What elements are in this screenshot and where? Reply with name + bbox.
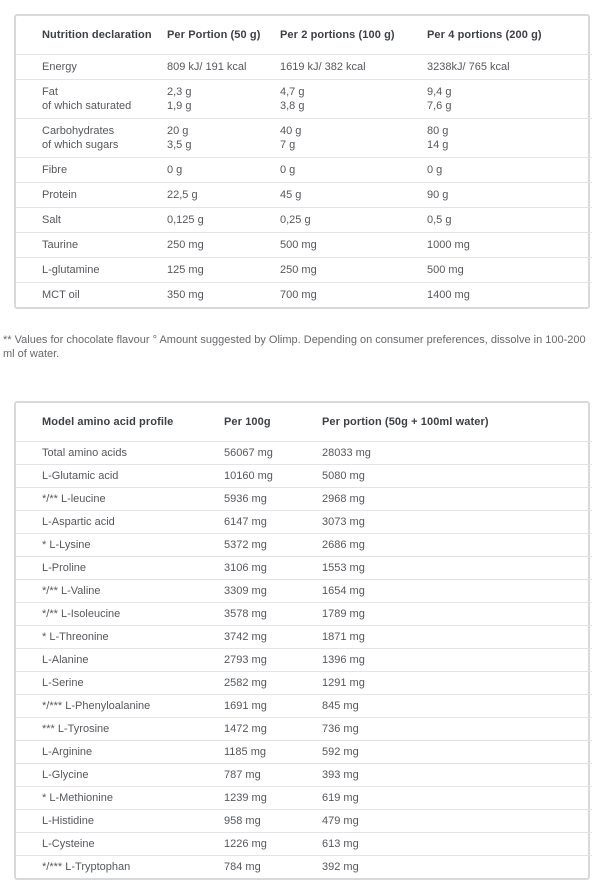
column-header-per-portion-water: Per portion (50g + 100ml water) — [322, 416, 489, 428]
row-value: 5936 mg — [224, 488, 322, 511]
row-value: 3073 mg — [322, 511, 592, 534]
row-label: Salt — [16, 208, 167, 233]
row-value: 2793 mg — [224, 649, 322, 672]
row-label: *** L-Tyrosine — [16, 718, 224, 741]
row-label: * L-Methionine — [16, 787, 224, 810]
row-value: 0,25 g — [280, 208, 427, 233]
row-label: */** L-leucine — [16, 488, 224, 511]
nutrition-header-row — [16, 16, 592, 55]
row-value: 787 mg — [224, 764, 322, 787]
table-row — [16, 649, 592, 672]
amino-acid-profile-table — [16, 403, 592, 878]
row-value: 2686 mg — [322, 534, 592, 557]
row-value: 20 g 3,5 g — [167, 119, 280, 158]
row-label: */** L-Isoleucine — [16, 603, 224, 626]
table-row — [16, 80, 592, 119]
row-label: L-Cysteine — [16, 833, 224, 856]
row-label: L-Histidine — [16, 810, 224, 833]
row-value: 4,7 g 3,8 g — [280, 80, 427, 119]
table-row — [16, 603, 592, 626]
table-row — [16, 810, 592, 833]
table-row — [16, 442, 592, 465]
row-value: 1185 mg — [224, 741, 322, 764]
row-value: 500 mg — [427, 258, 592, 283]
nutrition-declaration-table — [16, 16, 592, 307]
column-header-per-2-portions: Per 2 portions (100 g) — [280, 29, 395, 41]
row-value: 6147 mg — [224, 511, 322, 534]
row-value: 5080 mg — [322, 465, 592, 488]
row-value: 393 mg — [322, 764, 592, 787]
row-value: 3742 mg — [224, 626, 322, 649]
row-value: 3578 mg — [224, 603, 322, 626]
row-value: 1789 mg — [322, 603, 592, 626]
row-label: Fibre — [16, 158, 167, 183]
column-header-per-4-portions: Per 4 portions (200 g) — [427, 29, 542, 41]
row-value: 2968 mg — [322, 488, 592, 511]
row-label: L-Glutamic acid — [16, 465, 224, 488]
row-value: 1472 mg — [224, 718, 322, 741]
row-value: 0,125 g — [167, 208, 280, 233]
row-value: 250 mg — [280, 258, 427, 283]
row-value: 1654 mg — [322, 580, 592, 603]
row-label: Protein — [16, 183, 167, 208]
table-row — [16, 557, 592, 580]
row-value: 10160 mg — [224, 465, 322, 488]
table-row — [16, 741, 592, 764]
row-value: 1000 mg — [427, 233, 592, 258]
row-value: 1291 mg — [322, 672, 592, 695]
column-header-amino-profile: Model amino acid profile — [42, 416, 174, 428]
row-value: 1619 kJ/ 382 kcal — [280, 55, 427, 80]
row-value: 592 mg — [322, 741, 592, 764]
row-value: 350 mg — [167, 283, 280, 308]
table-row — [16, 856, 592, 879]
row-label: */** L-Valine — [16, 580, 224, 603]
row-value: 613 mg — [322, 833, 592, 856]
row-label: * L-Threonine — [16, 626, 224, 649]
row-value: 0 g — [280, 158, 427, 183]
table-row — [16, 672, 592, 695]
table-row — [16, 183, 592, 208]
row-value: 619 mg — [322, 787, 592, 810]
column-header-nutrition-declaration: Nutrition declaration — [42, 29, 152, 41]
row-value: 90 g — [427, 183, 592, 208]
row-label: L-glutamine — [16, 258, 167, 283]
table-row — [16, 119, 592, 158]
row-label: * L-Lysine — [16, 534, 224, 557]
row-label: L-Serine — [16, 672, 224, 695]
row-value: 479 mg — [322, 810, 592, 833]
row-label: Total amino acids — [16, 442, 224, 465]
table-row — [16, 283, 592, 308]
row-value: 1239 mg — [224, 787, 322, 810]
table-row — [16, 465, 592, 488]
row-label: Carbohydrates of which sugars — [16, 119, 167, 158]
row-value: 958 mg — [224, 810, 322, 833]
row-value: 736 mg — [322, 718, 592, 741]
row-value: 0 g — [427, 158, 592, 183]
row-value: 22,5 g — [167, 183, 280, 208]
row-value: 250 mg — [167, 233, 280, 258]
footnote: ** Values for chocolate flavour ° Amount suggested by Olimp. Depending on consumer preferences, dissolve in 100-200 ml of water. — [3, 334, 586, 360]
row-value: 700 mg — [280, 283, 427, 308]
row-value: 1553 mg — [322, 557, 592, 580]
row-label: L-Proline — [16, 557, 224, 580]
table-row — [16, 833, 592, 856]
table-row — [16, 511, 592, 534]
row-value: 809 kJ/ 191 kcal — [167, 55, 280, 80]
row-value: 2,3 g 1,9 g — [167, 80, 280, 119]
row-label: Fat of which saturated — [16, 80, 167, 119]
table-row — [16, 208, 592, 233]
row-value: 0,5 g — [427, 208, 592, 233]
column-header-per-portion: Per Portion (50 g) — [167, 29, 261, 41]
row-value: 784 mg — [224, 856, 322, 879]
row-value: 0 g — [167, 158, 280, 183]
row-value: 56067 mg — [224, 442, 322, 465]
amino-acid-profile-card — [14, 401, 590, 880]
row-value: 2582 mg — [224, 672, 322, 695]
row-value: 125 mg — [167, 258, 280, 283]
row-value: 1691 mg — [224, 695, 322, 718]
row-value: 1871 mg — [322, 626, 592, 649]
row-value: 80 g 14 g — [427, 119, 592, 158]
row-label: */*** L-Tryptophan — [16, 856, 224, 879]
nutrition-declaration-card — [14, 14, 590, 309]
row-label: MCT oil — [16, 283, 167, 308]
row-label: L-Aspartic acid — [16, 511, 224, 534]
row-value: 9,4 g 7,6 g — [427, 80, 592, 119]
row-value: 3106 mg — [224, 557, 322, 580]
row-value: 40 g 7 g — [280, 119, 427, 158]
row-value: 1226 mg — [224, 833, 322, 856]
row-value: 3309 mg — [224, 580, 322, 603]
table-row — [16, 787, 592, 810]
row-value: 3238kJ/ 765 kcal — [427, 55, 592, 80]
row-label: Energy — [16, 55, 167, 80]
row-label: */*** L-Phenyloalanine — [16, 695, 224, 718]
table-row — [16, 488, 592, 511]
row-value: 45 g — [280, 183, 427, 208]
row-label: L-Glycine — [16, 764, 224, 787]
table-row — [16, 534, 592, 557]
row-value: 1396 mg — [322, 649, 592, 672]
table-row — [16, 55, 592, 80]
row-value: 500 mg — [280, 233, 427, 258]
row-value: 392 mg — [322, 856, 592, 879]
table-row — [16, 718, 592, 741]
table-row — [16, 626, 592, 649]
row-label: Taurine — [16, 233, 167, 258]
table-row — [16, 580, 592, 603]
table-row — [16, 258, 592, 283]
table-row — [16, 695, 592, 718]
table-row — [16, 158, 592, 183]
row-label: L-Arginine — [16, 741, 224, 764]
row-value: 1400 mg — [427, 283, 592, 308]
column-header-per-100g: Per 100g — [224, 416, 271, 428]
table-row — [16, 764, 592, 787]
row-value: 28033 mg — [322, 442, 592, 465]
row-value: 5372 mg — [224, 534, 322, 557]
amino-header-row — [16, 403, 592, 442]
table-row — [16, 233, 592, 258]
row-label: L-Alanine — [16, 649, 224, 672]
row-value: 845 mg — [322, 695, 592, 718]
